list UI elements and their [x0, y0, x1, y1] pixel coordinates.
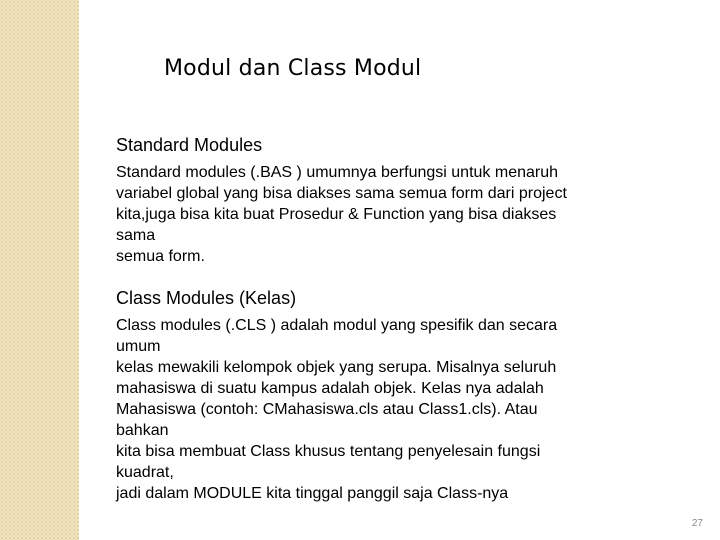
text-line: umum: [116, 338, 161, 355]
decorative-side-band: [0, 0, 79, 540]
text-line: kuadrat,: [116, 464, 174, 481]
class-modules-heading: Class Modules (Kelas): [116, 288, 297, 308]
standard-modules-section: [116, 134, 676, 267]
text-line: mahasiswa di suatu kampus adalah objek. Kelas nya adalah: [116, 380, 544, 397]
page-number: 27: [691, 518, 703, 529]
text-line: sama: [116, 227, 156, 244]
text-line: kita bisa membuat Class khusus tentang penyelesain fungsi: [116, 443, 541, 460]
text-line: variabel global yang bisa diakses sama semua form dari project: [116, 185, 567, 202]
text-line: Mahasiswa (contoh: CMahasiswa.cls atau Class1.cls). Atau: [116, 401, 538, 418]
standard-modules-heading: Standard Modules: [116, 135, 263, 155]
text-line: semua form.: [116, 248, 205, 265]
text-line: Class modules (.CLS ) adalah modul yang spesifik dan secara: [116, 317, 558, 334]
slide-title: Modul dan Class Modul: [164, 56, 422, 81]
text-line: jadi dalam MODULE kita tinggal panggil saja Class-nya: [116, 485, 509, 502]
text-line: kelas mewakili kelompok objek yang serupa. Misalnya seluruh: [116, 359, 557, 376]
text-line: bahkan: [116, 422, 169, 439]
class-modules-section: [116, 287, 676, 504]
text-line: kita,juga bisa kita buat Prosedur & Function yang bisa diakses: [116, 206, 557, 223]
text-line: Standard modules (.BAS ) umumnya berfungsi untuk menaruh: [116, 164, 559, 181]
class-modules-description: [116, 315, 676, 504]
standard-modules-description: [116, 162, 676, 267]
